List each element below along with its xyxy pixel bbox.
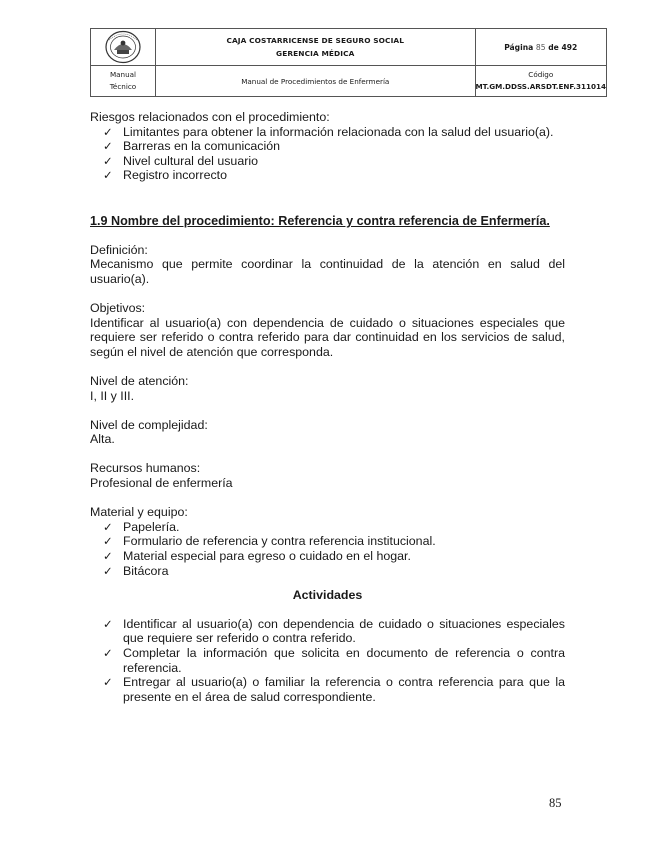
code-value: MT.GM.DDSS.ARSDT.ENF.311014 — [475, 82, 606, 91]
complexity-label: Nivel de complejidad: — [90, 417, 208, 432]
check-icon: ✓ — [103, 549, 113, 564]
manual-title: Manual de Procedimientos de Enfermería — [156, 66, 476, 97]
list-item: ✓ Barreras en la comunicación — [103, 139, 281, 154]
risks-heading: Riesgos relacionados con el procedimiento: — [90, 110, 330, 124]
page-middle: de — [548, 42, 559, 52]
list-item: ✓ Papelería. — [103, 519, 180, 534]
list-item: ✓ Completar la información que solicita en documento de referencia o contra referencia. — [103, 646, 565, 675]
check-icon: ✓ — [103, 616, 113, 631]
page-body — [90, 110, 565, 704]
complexity-value: Alta. — [90, 432, 115, 447]
doc-type-line1: Manual — [109, 70, 137, 79]
material-list — [90, 520, 565, 578]
document-header — [90, 28, 607, 97]
page-total: 492 — [561, 42, 578, 52]
activities-list — [90, 617, 565, 705]
definition-label: Definición: — [90, 242, 148, 257]
activities-heading: Actividades — [292, 588, 363, 603]
hr-value: Profesional de enfermería — [90, 476, 233, 491]
page-number: 85 — [549, 796, 562, 810]
check-icon: ✓ — [103, 139, 113, 154]
list-item: ✓ Identificar al usuario(a) con dependencia de cuidado o situaciones especiales que requiere ser referido o contra referido. — [103, 616, 565, 646]
page-prefix: Página — [504, 42, 534, 52]
check-icon: ✓ — [103, 168, 113, 183]
document-type — [91, 66, 156, 97]
page-indicator — [475, 29, 606, 66]
list-item: ✓ Entregar al usuario(a) o familiar la referencia o contra referencia para que la presente en el área de salud correspondiente. — [103, 675, 565, 704]
check-icon: ✓ — [103, 153, 113, 168]
care-level-label: Nivel de atención: — [90, 373, 189, 388]
objectives-text: Identificar al usuario(a) con dependencia de cuidado o situaciones especiales que requiere ser referido o contra referido para dar continuidad en los servicios de salud, según el nivel de atención que corresponda. — [90, 315, 565, 359]
check-icon: ✓ — [103, 124, 113, 139]
page-current: 85 — [535, 42, 546, 52]
organization-title — [156, 29, 476, 66]
check-icon: ✓ — [103, 534, 113, 549]
definition-text: Mecanismo que permite coordinar la continuidad de la atención en salud del usuario(a). — [90, 257, 565, 286]
list-item: ✓ Limitantes para obtener la información relacionada con la salud del usuario(a). — [103, 124, 554, 139]
list-item: ✓ Bitácora — [103, 563, 169, 578]
code-label: Código — [528, 70, 554, 79]
check-icon: ✓ — [103, 675, 113, 690]
hr-label: Recursos humanos: — [90, 461, 201, 476]
document-code — [475, 66, 606, 97]
check-icon: ✓ — [103, 563, 113, 578]
list-item: ✓ Nivel cultural del usuario — [103, 153, 258, 168]
list-item: ✓ Formulario de referencia y contra referencia institucional. — [103, 534, 436, 549]
logo-cell — [91, 29, 156, 66]
check-icon: ✓ — [103, 646, 113, 660]
list-item: ✓ Registro incorrecto — [103, 168, 227, 183]
org-name: CAJA COSTARRICENSE DE SEGURO SOCIAL — [226, 36, 405, 45]
material-label: Material y equipo: — [90, 505, 188, 520]
list-item: ✓ Material especial para egreso o cuidado en el hogar. — [103, 549, 411, 564]
section-title: 1.9 Nombre del procedimiento: Referencia y contra referencia de Enfermería. — [90, 213, 550, 228]
org-division: GERENCIA MÉDICA — [276, 49, 355, 58]
objectives-label: Objetivos: — [90, 300, 146, 315]
doc-type-line2: Técnico — [109, 82, 137, 91]
risks-list — [90, 125, 565, 183]
care-level-value: I, II y III. — [90, 388, 135, 403]
check-icon: ✓ — [103, 519, 113, 534]
ccss-seal-icon — [103, 30, 143, 64]
